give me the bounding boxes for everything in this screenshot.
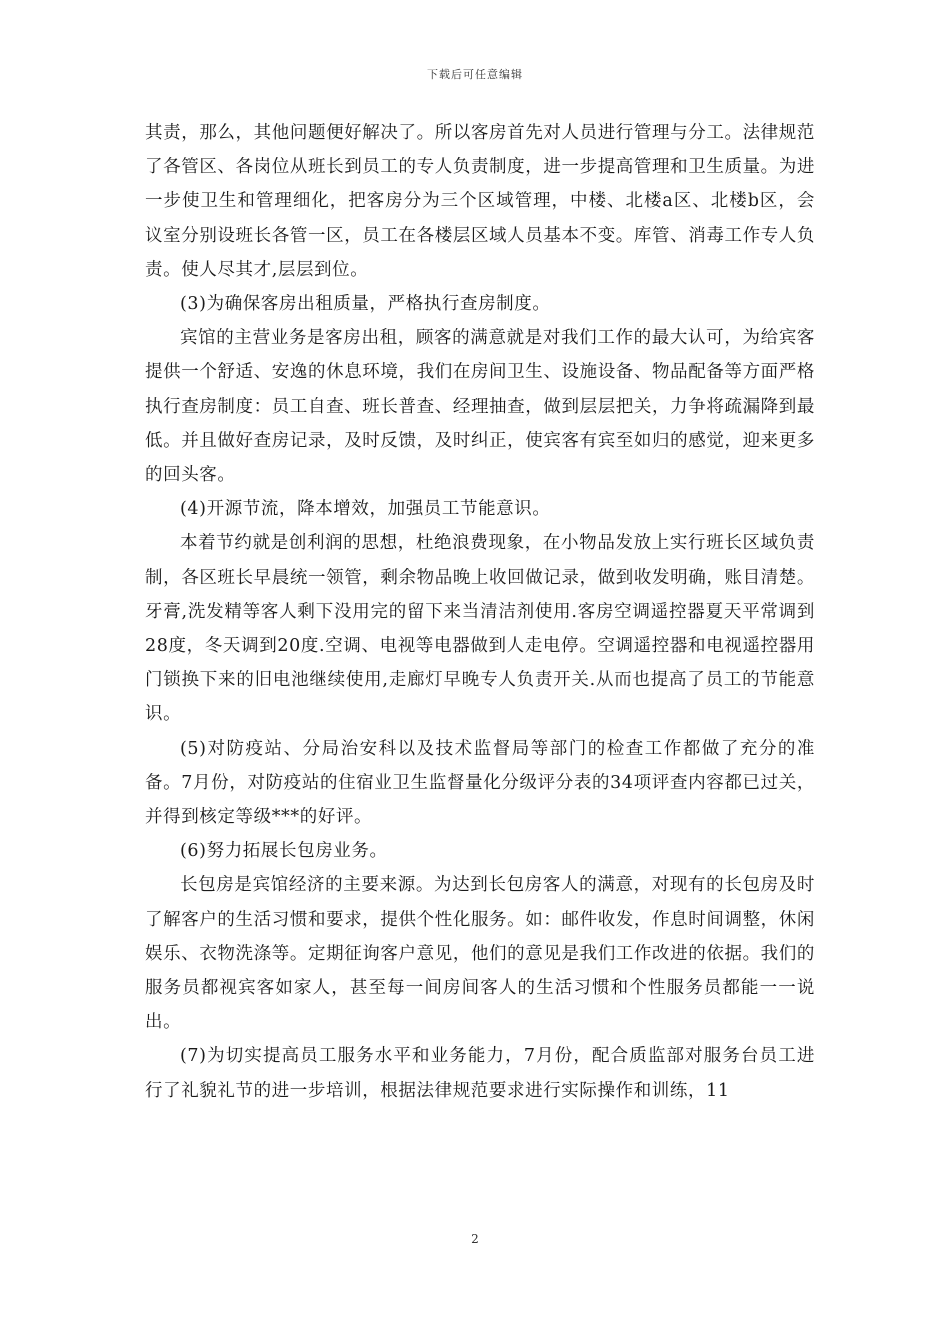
paragraph: 宾馆的主营业务是客房出租，顾客的满意就是对我们工作的最大认可，为给宾客提供一个舒适、安逸的休息环境，我们在房间卫生、设施设备、物品配备等方面严格执行查房制度：员工自查、班长普查、经理抽查，做到层层把关，力争将疏漏降到最低。并且做好查房记录，及时反馈，及时纠正，使宾客有宾至如归的感觉，迎来更多的回头客。	[145, 328, 815, 486]
paragraph: 长包房是宾馆经济的主要来源。为达到长包房客人的满意，对现有的长包房及时了解客户的生活习惯和要求，提供个性化服务。如：邮件收发，作息时间调整，休闲娱乐、衣物洗涤等。定期征询客户意见，他们的意见是我们工作改进的依据。我们的服务员都视宾客如家人，甚至每一间房间客人的生活习惯和个性服务员都能一一说出。	[145, 875, 815, 1033]
paragraph: (6)努力拓展长包房业务。	[180, 841, 388, 862]
paragraph: 其责，那么，其他问题便好解决了。所以客房首先对人员进行管理与分工。法律规范了各管区、各岗位从班长到员工的专人负责制度，进一步提高管理和卫生质量。为进一步使卫生和管理细化，把客房分为三个区域管理，中楼、北楼a区、北楼b区，会议室分别设班长各管一区，员工在各楼层区域人员基本不变。库管、消毒工作专人负责。使人尽其才,层层到位。	[145, 123, 815, 280]
document-body	[145, 116, 815, 1108]
page-number: 2	[471, 1232, 479, 1246]
paragraph: (7)为切实提高员工服务水平和业务能力，7月份，配合质监部对服务台员工进行了礼貌礼节的进一步培训，根据法律规范要求进行实际操作和训练，11	[145, 1046, 815, 1101]
paragraph: 本着节约就是创利润的思想，杜绝浪费现象，在小物品发放上实行班长区域负责制，各区班长早晨统一领管，剩余物品晚上收回做记录，做到收发明确，账目清楚。牙膏,洗发精等客人剩下没用完的留下来当清洁剂使用.客房空调遥控器夏天平常调到28度，冬天调到20度.空调、电视等电器做到人走电停。空调遥控器和电视遥控器用门锁换下来的旧电池继续使用,走廊灯早晚专人负责开关.从而也提高了员工的节能意识。	[145, 533, 815, 725]
page-header: 下载后可任意编辑	[427, 68, 523, 81]
paragraph: (5)对防疫站、分局治安科以及技术监督局等部门的检查工作都做了充分的准备。7月份，对防疫站的住宿业卫生监督量化分级评分表的34项评查内容都已过关，并得到核定等级***的好评。	[145, 738, 815, 828]
paragraph: (4)开源节流，降本增效，加强员工节能意识。	[180, 499, 551, 520]
paragraph: (3)为确保客房出租质量，严格执行查房制度。	[180, 294, 551, 315]
